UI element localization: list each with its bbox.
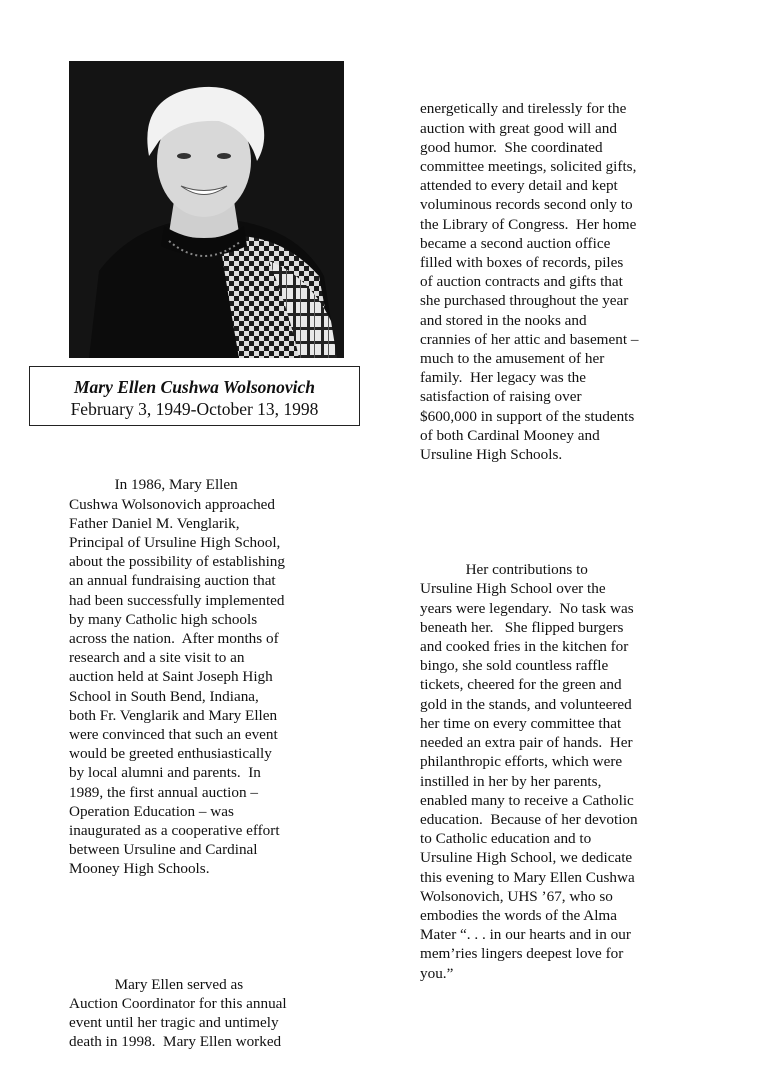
caption-dates: February 3, 1949-October 13, 1998: [70, 399, 319, 419]
left-paragraph-2: Mary Ellen served as Auction Coordinator for this annual event until her tragic and untimely death in 1998. Mary Ellen worked: [69, 975, 287, 1051]
left-paragraph-1: In 1986, Mary Ellen Cushwa Wolsonovich approached Father Daniel M. Venglarik, Principal of Ursuline High School, about the possibility of establishing an annual fundraising auction that had been successfully implemented by many Catholic high schools across the nation. After months of research and a site visit to an auction held at Saint Joseph High School in South Bend, Indiana, both Fr. Venglarik and Mary Ellen were convinced that such an event would be greeted enthusiastically by local alumni and parents. In 1989, the first annual auction – Operation Education – was inaugurated as a cooperative effort between Ursuline and Cardinal Mooney High Schools.: [69, 476, 285, 878]
photo-caption: [29, 366, 360, 426]
portrait-photo: [69, 61, 344, 358]
caption-name: Mary Ellen Cushwa Wolsonovich: [73, 377, 315, 397]
portrait-illustration: [69, 61, 344, 358]
right-paragraph-2: Her contributions to Ursuline High School over the years were legendary. No task was beneath her. She flipped burgers and cooked fries in the kitchen for bingo, she sold countless raffle tickets, cheered for the green and gold in the stands, and volunteered her time on every committee that needed an extra pair of hands. Her philanthropic efforts, which were instilled in her by her parents, enabled many to receive a Catholic education. Because of her devotion to Catholic education and to Ursuline High School, we dedicate this evening to Mary Ellen Cushwa Wolsonovich, UHS ’67, who so embodies the words of the Alma Mater “. . . in our hearts and in our mem’ries lingers deepest love for you.”: [420, 561, 638, 982]
left-column: [69, 437, 287, 1071]
right-paragraph-1: energetically and tirelessly for the auction with great good will and good humor. She coordinated committee meetings, solicited gifts, attended to every detail and kept voluminous records second only to the Library of Congress. Her home became a second auction office filled with boxes of records, piles of auction contracts and gifts that she purchased throughout the year and stored in the nooks and crannies of her attic and basement – much to the amusement of her family. Her legacy was the satisfaction of raising over $600,000 in support of the students of both Cardinal Mooney and Ursuline High Schools.: [420, 100, 639, 464]
right-column: [420, 61, 638, 1002]
